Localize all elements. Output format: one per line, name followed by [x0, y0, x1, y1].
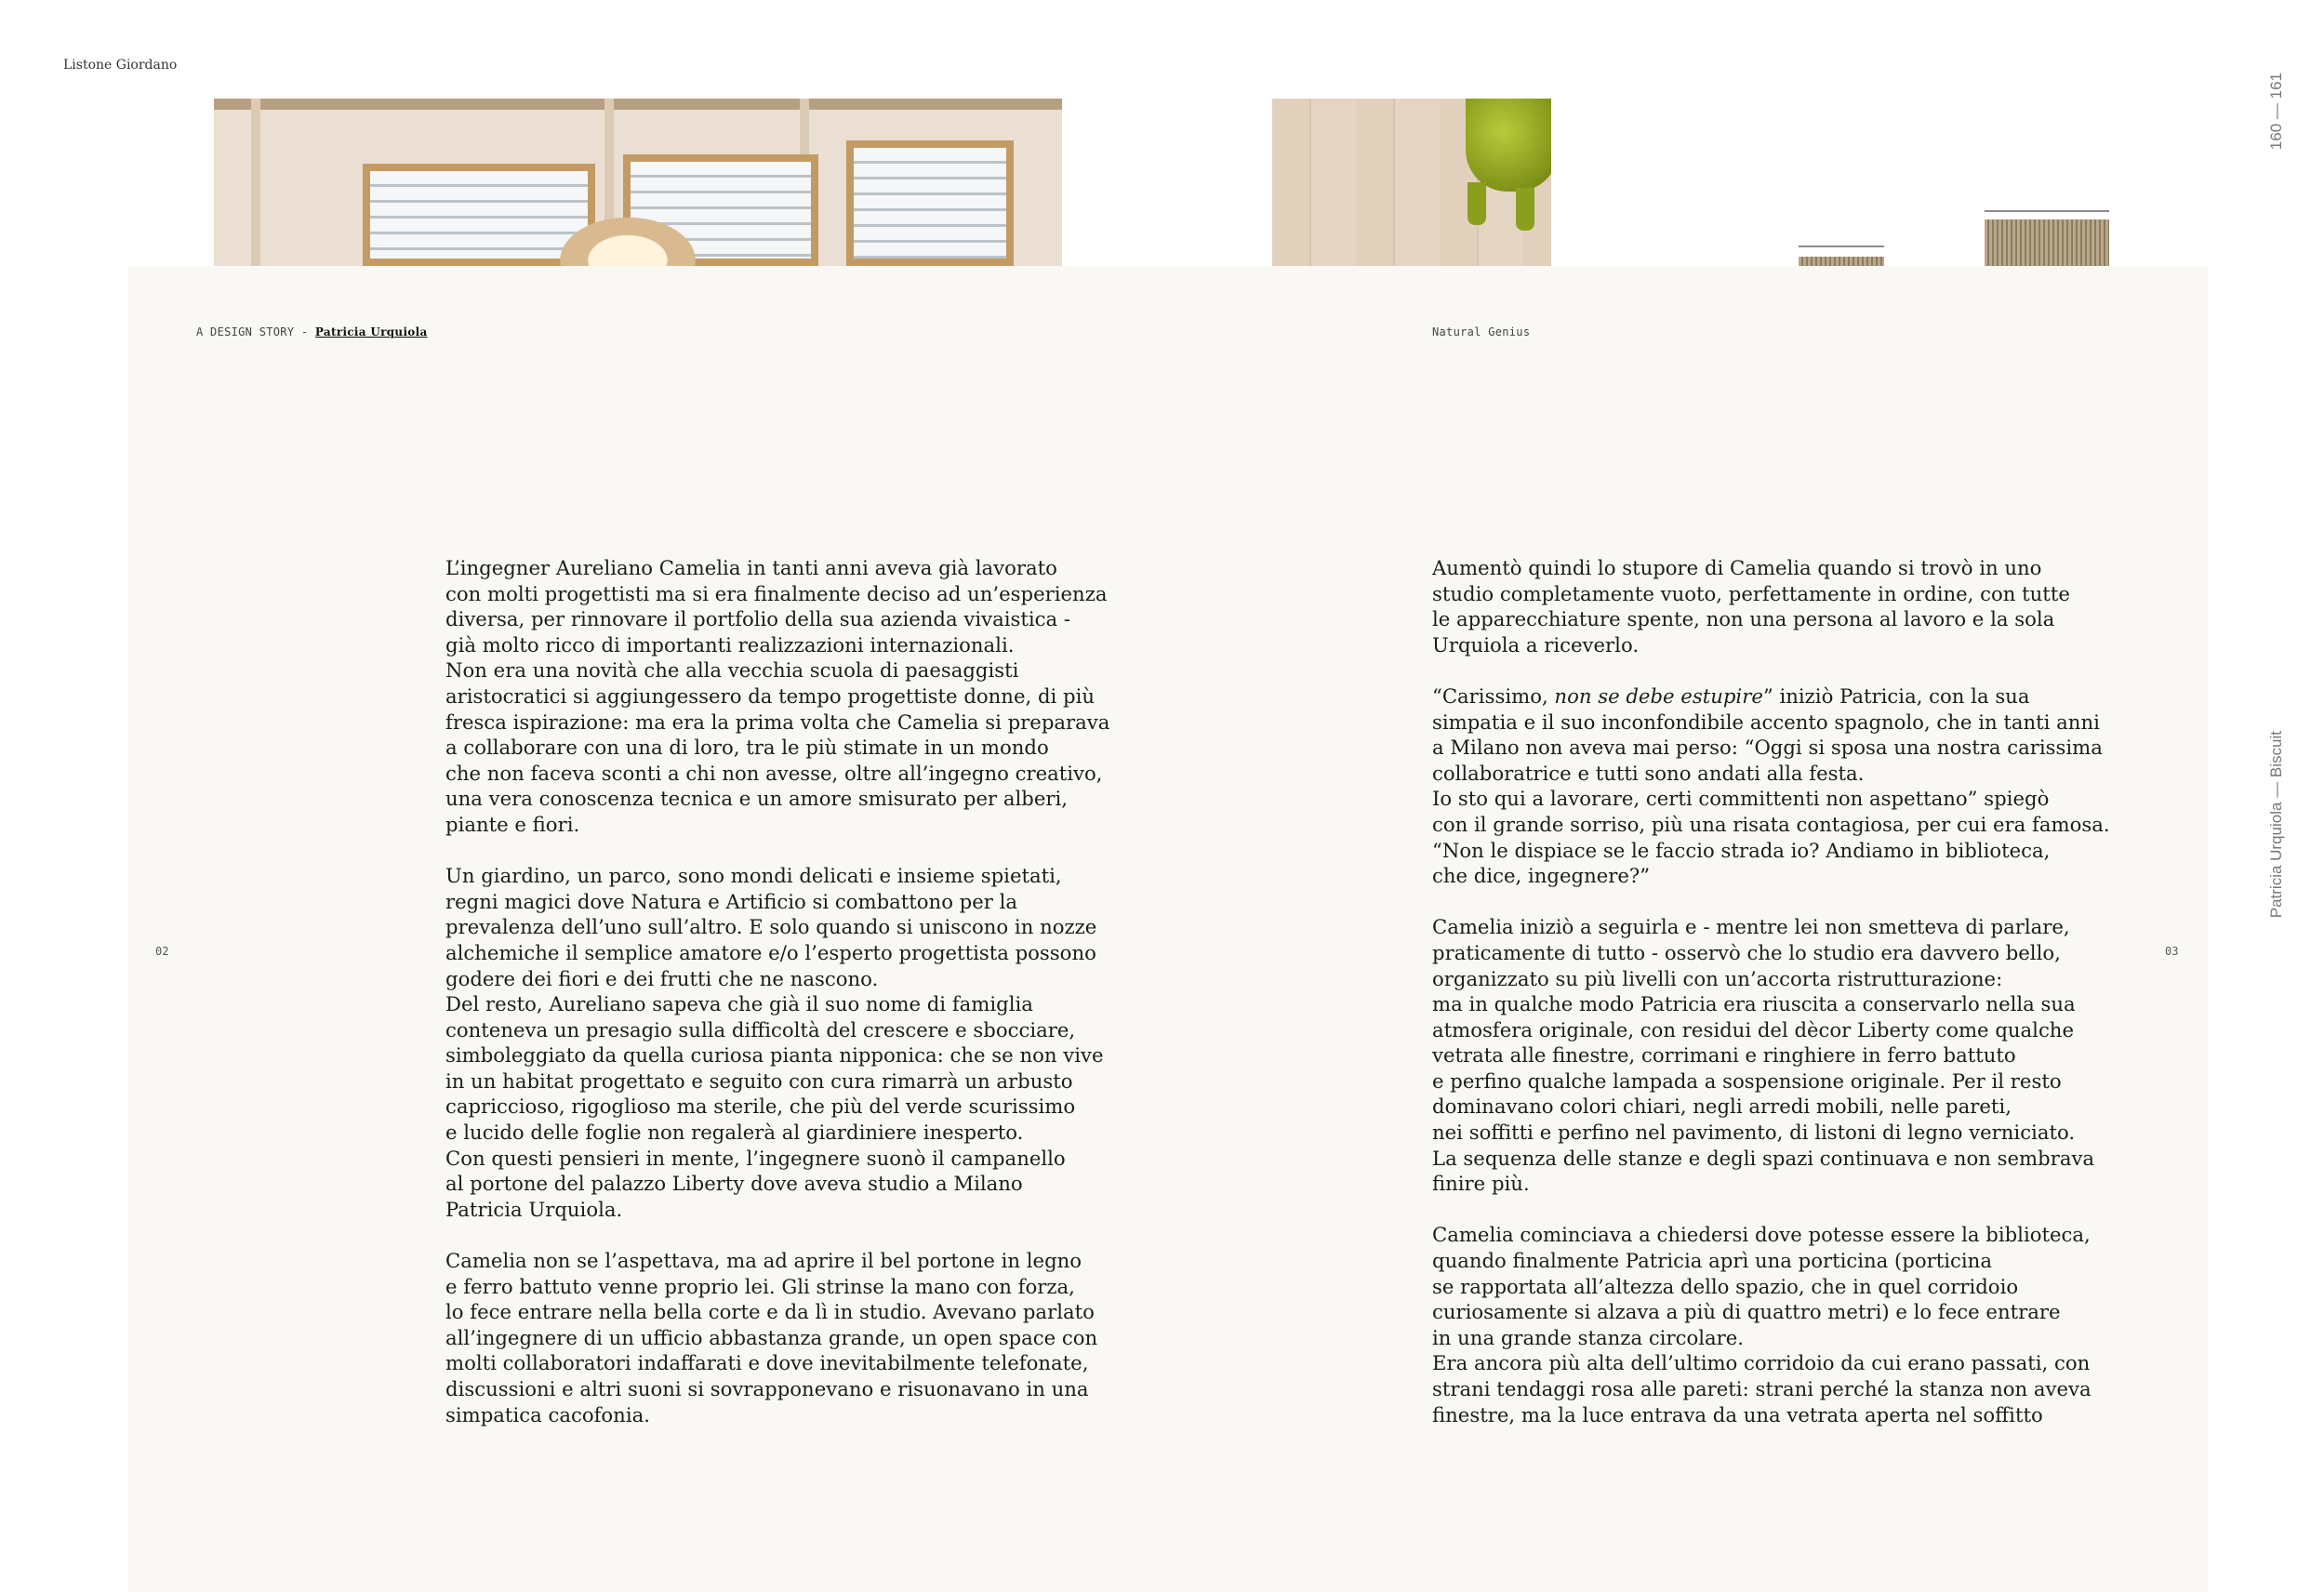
wood-sample-large: [1985, 219, 2109, 266]
ottoman-leg: [1516, 188, 1534, 231]
text-line: “Non le dispiace se le faccio strada io? Andiamo in biblioteca,: [1432, 838, 2051, 862]
text-line: Urquiola a riceverlo.: [1432, 632, 1640, 657]
text-line: Camelia cominciava a chiedersi dove potesse essere la biblioteca,: [1432, 1223, 2091, 1247]
text-line: Camelia iniziò a seguirla e - mentre lei non smetteva di parlare,: [1432, 915, 2070, 939]
chandelier: [549, 210, 707, 266]
paragraph: [445, 555, 1110, 838]
ceiling-beam: [251, 99, 260, 266]
text-line: Non era una novità che alla vecchia scuola di paesaggisti: [445, 658, 1019, 683]
text-line: simpatia e il suo inconfondibile accento spagnolo, che in tanti anni: [1432, 710, 2100, 734]
text-line: con il grande sorriso, più una risata contagiosa, per cui era famosa.: [1432, 812, 2110, 836]
text-line: dominavano colori chiari, negli arredi mobili, nelle pareti,: [1432, 1094, 2012, 1119]
text-line: simboleggiato da quella curiosa pianta nipponica: che se non vive: [445, 1043, 1104, 1068]
text-line: [1432, 683, 2083, 710]
text-line: Patricia Urquiola.: [445, 1197, 623, 1221]
text-line: nei soffitti e perfino nel pavimento, di listoni di legno verniciato.: [1432, 1121, 2076, 1145]
quote-open: “Carissimo,: [1432, 683, 1555, 708]
text-line: lo fece entrare nella bella corte e da lì in studio. Avevano parlato: [445, 1300, 1095, 1324]
text-line: simpatica cacofonia.: [445, 1402, 650, 1426]
page-numbers: 160 — 161: [2267, 73, 2285, 151]
running-head-author: Patricia Urquiola: [314, 325, 428, 338]
quote-close: ” iniziò Patricia, con la sua: [1762, 683, 2030, 708]
text-line: che dice, ingegnere?”: [1432, 864, 1651, 888]
text-line: Del resto, Aureliano sapeva che già il suo nome di famiglia: [445, 992, 1033, 1016]
folio-right: 03: [2165, 945, 2179, 958]
green-ottoman: [1466, 99, 1551, 192]
text-line: a Milano non aveva mai perso: “Oggi si sposa una nostra carissima: [1432, 736, 2103, 760]
text-line: già molto ricco di importanti realizzazioni internazionali.: [445, 632, 1015, 657]
text-line: L’ingegner Aureliano Camelia in tanti anni aveva già lavorato: [445, 556, 1057, 579]
text-line: finire più.: [1432, 1172, 1530, 1196]
text-line: Con questi pensieri in mente, l’ingegnere suonò il campanello: [445, 1146, 1066, 1170]
text-line: Io sto qui a lavorare, certi committenti non aspettano” spiegò: [1432, 787, 2050, 811]
text-line: ma in qualche modo Patricia era riuscita a conservarlo nella sua: [1432, 992, 2076, 1016]
text-line: se rapportata all’altezza dello spazio, che in quel corridoio: [1432, 1274, 2019, 1298]
running-head-prefix: A DESIGN STORY -: [196, 325, 315, 338]
text-line: in un habitat progettato e seguito con cura rimarrà un arbusto: [445, 1068, 1073, 1093]
text-line: studio completamente vuoto, perfettamente in ordine, con tutte: [1432, 581, 2070, 605]
text-line: vetrata alle finestre, corrimani e ringhiere in ferro battuto: [1432, 1043, 2016, 1068]
text-line: alchemiche il semplice amatore e/o l’esperto progettista possono: [445, 940, 1096, 964]
text-line: conteneva un presagio sulla difficoltà del crescere e sbocciare,: [445, 1017, 1076, 1041]
ottoman-leg: [1467, 182, 1486, 225]
text-line: La sequenza delle stanze e degli spazi continuava e non sembrava: [1432, 1146, 2095, 1170]
text-line: regni magici dove Natura e Artificio si combattono per la: [445, 889, 1018, 913]
text-line: una vera conoscenza tecnica e un amore smisurato per alberi,: [445, 787, 1069, 811]
text-line: atmosfera originale, con residui del dècor Liberty come qualche: [1432, 1017, 2074, 1041]
text-line: organizzato su più livelli con un’accorta ristrutturazione:: [1432, 966, 2003, 990]
paragraph: [445, 1248, 1096, 1427]
text-line: in una grande stanza circolare.: [1432, 1325, 1745, 1349]
text-line: con molti progettisti ma si era finalmente deciso ad un’esperienza: [445, 581, 1108, 605]
interior-photo: [214, 99, 1062, 266]
text-line: Un giardino, un parco, sono mondi delicati e insieme spietati,: [445, 864, 1062, 888]
sample-top-edge: [1799, 245, 1884, 247]
text-line: prevalenza dell’uno sull’altro. E solo quando si uniscono in nozze: [445, 915, 1097, 939]
text-line: curiosamente si alzava a più di quattro metri) e lo fece entrare: [1432, 1300, 2061, 1324]
side-caption: Patricia Urquiola — Biscuit: [2267, 731, 2285, 919]
right-column: [1432, 555, 2110, 1453]
text-line: finestre, ma la luce entrava da una vetrata aperta nel soffitto: [1432, 1402, 2043, 1426]
text-line: quando finalmente Patricia aprì una porticina (porticina: [1432, 1249, 1992, 1273]
window: [846, 140, 1014, 266]
text-line: Era ancora più alta dell’ultimo corridoio da cui erano passati, con: [1432, 1351, 2091, 1375]
running-head-left: [196, 325, 428, 338]
text-line: Aumentò quindi lo stupore di Camelia quando si trovò in uno: [1432, 556, 2042, 579]
text-line: e ferro battuto venne proprio lei. Gli strinse la mano con forza,: [445, 1274, 1075, 1298]
text-line: a collaborare con una di loro, tra le più stimate in un mondo: [445, 736, 1049, 760]
text-line: al portone del palazzo Liberty dove aveva studio a Milano: [445, 1172, 1023, 1196]
text-line: praticamente di tutto - osservò che lo studio era davvero bello,: [1432, 940, 2061, 964]
text-line: molti collaboratori indaffarati e dove inevitabilmente telefonate,: [445, 1351, 1089, 1375]
folio-left: 02: [155, 945, 169, 958]
text-line: e lucido delle foglie non regalerà al giardiniere inesperto.: [445, 1121, 1024, 1145]
text-line: che non faceva sconti a chi non avesse, oltre all’ingegno creativo,: [445, 761, 1103, 785]
left-column: [445, 555, 1110, 1453]
running-head-right: Natural Genius: [1432, 325, 1531, 338]
paragraph: [1432, 914, 2095, 1197]
text-line: collaboratrice e tutti sono andati alla festa.: [1432, 761, 1865, 785]
text-line: capriccioso, rigoglioso ma sterile, che più del verde scurissimo: [445, 1094, 1076, 1119]
spanish-phrase: non se debe estupire: [1554, 683, 1763, 708]
text-line: Camelia non se l’aspettava, ma ad aprire il bel portone in legno: [445, 1249, 1082, 1273]
text-line: piante e fiori.: [445, 812, 580, 836]
text-line: le apparecchiature spente, non una persona al lavoro e la sola: [1432, 607, 2055, 631]
text-line: godere dei fiori e dei frutti che ne nascono.: [445, 966, 879, 990]
text-line: all’ingegnere di un ufficio abbastanza grande, un open space con: [445, 1325, 1098, 1349]
floor-photo: [1272, 99, 1551, 266]
sample-top-edge: [1985, 210, 2109, 212]
text-line: discussioni e altri suoni si sovrapponevano e risuonavano in una: [445, 1377, 1089, 1400]
text-line: e perfino qualche lampada a sospensione originale. Per il resto: [1432, 1068, 2062, 1093]
text-line: aristocratici si aggiungessero da tempo progettiste donne, di più: [445, 683, 1096, 708]
wood-sample-small: [1799, 257, 1884, 266]
brand-name: Listone Giordano: [63, 58, 178, 73]
paragraph: [1432, 555, 2083, 657]
paragraph: [1432, 683, 2110, 889]
text-line: strani tendaggi rosa alle pareti: strani perché la stanza non aveva: [1432, 1377, 2092, 1400]
text-line: diversa, per rinnovare il portfolio della sua azienda vivaistica -: [445, 607, 1071, 631]
text-line: fresca ispirazione: ma era la prima volta che Camelia si preparava: [445, 710, 1110, 734]
paragraph: [445, 863, 1104, 1222]
paragraph: [1432, 1222, 2092, 1427]
